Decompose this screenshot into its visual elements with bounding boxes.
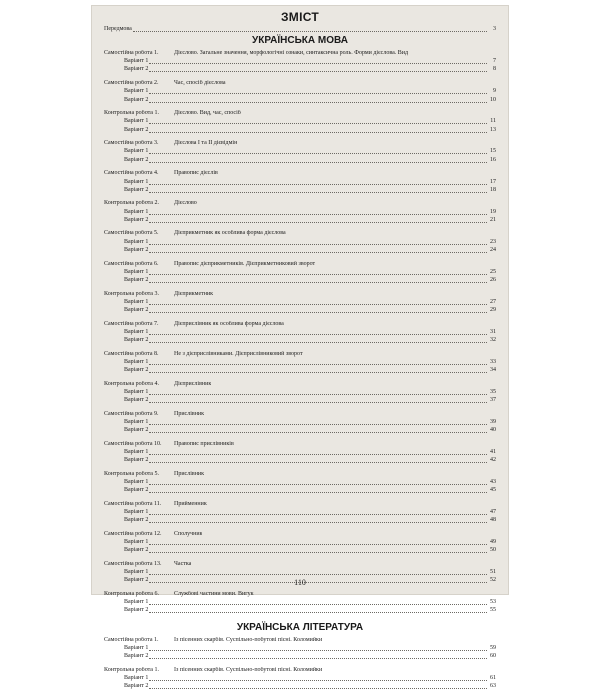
variant-label: Варіант 1 xyxy=(124,118,149,125)
toc-variant-row xyxy=(104,275,496,284)
toc-variant-row xyxy=(104,215,496,224)
variant-label: Варіант 2 xyxy=(124,186,149,193)
page-ref: 21 xyxy=(490,216,496,223)
page-ref: 32 xyxy=(490,336,496,343)
toc-intro-row xyxy=(104,24,496,33)
dot-leader xyxy=(149,252,487,253)
work-topic: Із пісенних скарбів. Суспільно-побутові пісні. Коломийки xyxy=(174,637,323,644)
dot-leader xyxy=(149,522,487,523)
variant-label: Варіант 1 xyxy=(124,208,149,215)
variant-label: Варіант 1 xyxy=(124,539,149,546)
page-ref: 49 xyxy=(490,539,496,546)
page-ref: 55 xyxy=(490,607,496,614)
work-type: Контрольна робота 1. xyxy=(104,110,159,117)
dot-leader xyxy=(149,162,487,163)
page-ref: 35 xyxy=(490,388,496,395)
variant-label: Варіант 1 xyxy=(124,569,149,576)
work-type: Самостійна робота 12. xyxy=(104,530,162,537)
variant-label: Варіант 1 xyxy=(124,268,149,275)
toc-variant-row xyxy=(104,245,496,254)
dot-leader xyxy=(149,342,487,343)
section-title: УКРАЇНСЬКА МОВА xyxy=(252,35,348,47)
work-type: Самостійна робота 1. xyxy=(104,637,159,644)
toc-variant-row xyxy=(104,305,496,314)
work-type: Контрольна робота 3. xyxy=(104,290,159,297)
work-topic: Прислівник xyxy=(174,470,205,477)
work-topic: Правопис дієприкметників. Дієприкметниковий зворот xyxy=(174,260,316,267)
page-ref: 48 xyxy=(490,517,496,524)
page-ref: 10 xyxy=(490,96,496,103)
work-type: Контрольна робота 4. xyxy=(104,380,159,387)
page-ref: 18 xyxy=(490,186,496,193)
section-title: УКРАЇНСЬКА ЛІТЕРАТУРА xyxy=(236,622,364,634)
work-type: Самостійна робота 4. xyxy=(104,170,159,177)
work-type: Контрольна робота 1. xyxy=(104,667,159,674)
page-ref: 60 xyxy=(490,653,496,660)
toc-variant-row xyxy=(104,545,496,554)
variant-label: Варіант 1 xyxy=(124,358,149,365)
variant-label: Варіант 1 xyxy=(124,645,149,652)
work-topic: Прийменник xyxy=(174,500,207,507)
work-type: Контрольна робота 5. xyxy=(104,470,159,477)
toc-variant-row xyxy=(104,64,496,73)
page-number: 110 xyxy=(294,578,306,587)
page-ref: 16 xyxy=(490,156,496,163)
work-type: Самостійна робота 1. xyxy=(104,50,159,57)
toc-variant-row xyxy=(104,455,496,464)
variant-label: Варіант 1 xyxy=(124,328,149,335)
work-topic: Дієприкметник xyxy=(174,290,214,297)
page-ref: 34 xyxy=(490,366,496,373)
variant-label: Варіант 2 xyxy=(124,427,149,434)
work-topic: Дієслово xyxy=(174,200,197,207)
variant-label: Варіант 1 xyxy=(124,148,149,155)
variant-label: Варіант 2 xyxy=(124,487,149,494)
variant-label: Варіант 2 xyxy=(124,397,149,403)
page-ref: 47 xyxy=(490,509,496,516)
work-topic: Прислівник xyxy=(174,410,205,417)
page-ref: 51 xyxy=(490,569,496,576)
page-ref: 17 xyxy=(490,178,496,185)
variant-label: Варіант 2 xyxy=(124,683,149,690)
variant-label: Варіант 1 xyxy=(124,178,149,185)
variant-label: Варіант 1 xyxy=(124,418,149,425)
page-ref: 24 xyxy=(490,246,496,253)
variant-label: Варіант 2 xyxy=(124,126,149,133)
work-type: Самостійна робота 9. xyxy=(104,410,159,417)
work-type: Самостійна робота 8. xyxy=(104,350,159,357)
work-type: Самостійна робота 5. xyxy=(104,230,159,237)
work-topic: Частка xyxy=(174,561,192,567)
variant-label: Варіант 1 xyxy=(124,58,149,65)
variant-label: Варіант 2 xyxy=(124,607,149,614)
work-type: Самостійна робота 7. xyxy=(104,320,159,327)
dot-leader xyxy=(149,612,487,613)
work-type: Самостійна робота 10. xyxy=(104,440,162,447)
page-ref: 25 xyxy=(490,268,496,275)
variant-label: Варіант 2 xyxy=(124,517,149,524)
work-topic: Правопис прислівників xyxy=(174,440,234,447)
toc-variant-row xyxy=(104,605,496,614)
work-topic: Дієприслівник xyxy=(174,380,212,387)
work-topic: Правопис дієслів xyxy=(174,170,218,177)
variant-label: Варіант 2 xyxy=(124,246,149,253)
toc-variant-row xyxy=(104,95,496,104)
page-ref: 11 xyxy=(490,118,496,125)
variant-label: Варіант 1 xyxy=(124,88,149,95)
work-topic: Сполучник xyxy=(174,530,203,537)
variant-label: Варіант 2 xyxy=(124,547,149,554)
work-topic: Службові частини мови. Вигук xyxy=(174,591,254,598)
page-ref: 7 xyxy=(493,58,496,65)
variant-label: Варіант 2 xyxy=(124,336,149,343)
work-type: Контрольна робота 6. xyxy=(104,591,159,598)
dot-leader xyxy=(149,222,487,223)
work-topic: Час, спосіб дієслова xyxy=(174,80,226,87)
page-ref: 53 xyxy=(490,599,496,606)
page-ref: 8 xyxy=(493,66,496,73)
dot-leader xyxy=(149,432,487,433)
work-type: Самостійна робота 11. xyxy=(104,500,162,507)
page-ref: 41 xyxy=(490,448,496,455)
page-ref: 59 xyxy=(490,645,496,652)
page-ref: 33 xyxy=(490,358,496,365)
work-topic: Дієслово. Вид, час, спосіб xyxy=(174,110,241,117)
toc-variant-row xyxy=(104,125,496,134)
dot-leader xyxy=(149,402,487,403)
page-ref: 26 xyxy=(490,276,496,283)
toc-variant-row xyxy=(104,185,496,194)
page-ref: 45 xyxy=(490,487,496,494)
dot-leader xyxy=(149,312,487,313)
toc-variant-row xyxy=(104,425,496,434)
page-ref: 23 xyxy=(490,238,496,245)
variant-label: Варіант 1 xyxy=(124,479,149,485)
dot-leader xyxy=(149,132,487,133)
work-type: Самостійна робота 6. xyxy=(104,260,159,267)
dot-leader xyxy=(149,192,487,193)
variant-label: Варіант 2 xyxy=(124,457,149,464)
toc-variant-row xyxy=(104,515,496,524)
book-page xyxy=(92,6,508,690)
work-topic: Не з дієприслівниками. Дієприслівниковий зворот xyxy=(174,350,303,357)
toc-variant-row xyxy=(104,681,496,690)
work-topic: Дієприкметник як особлива форма дієслова xyxy=(174,230,286,237)
page-ref: 3 xyxy=(493,26,496,32)
variant-label: Варіант 2 xyxy=(124,306,149,313)
page-ref: 50 xyxy=(490,547,496,554)
dot-leader xyxy=(149,71,487,72)
dot-leader xyxy=(149,462,487,463)
variant-label: Варіант 2 xyxy=(124,366,149,373)
toc-variant-row xyxy=(104,395,496,404)
work-type: Самостійна робота 13. xyxy=(104,561,162,567)
dot-leader xyxy=(149,372,487,373)
dot-leader xyxy=(149,282,487,283)
toc-variant-row xyxy=(104,485,496,494)
page-ref: 39 xyxy=(490,418,496,425)
page-ref: 31 xyxy=(490,328,496,335)
variant-label: Варіант 2 xyxy=(124,66,149,73)
toc-entry-label: Передмова xyxy=(104,26,132,32)
page-ref: 42 xyxy=(490,457,496,464)
page-ref: 61 xyxy=(490,675,496,682)
variant-label: Варіант 1 xyxy=(124,388,149,395)
variant-label: Варіант 1 xyxy=(124,298,149,305)
page-ref: 29 xyxy=(490,306,496,313)
variant-label: Варіант 1 xyxy=(124,509,149,516)
toc-variant-row xyxy=(104,365,496,374)
page-ref: 37 xyxy=(490,397,496,403)
work-type: Самостійна робота 2. xyxy=(104,80,159,87)
page-ref: 19 xyxy=(490,208,496,215)
work-topic: Із пісенних скарбів. Суспільно-побутові пісні. Коломийки xyxy=(174,667,323,674)
variant-label: Варіант 1 xyxy=(124,599,149,606)
dot-leader xyxy=(149,658,487,659)
toc-variant-row xyxy=(104,335,496,344)
page-title: ЗМІСТ xyxy=(280,10,320,24)
variant-label: Варіант 1 xyxy=(124,675,149,682)
page-ref: 43 xyxy=(490,479,496,485)
toc-variant-row xyxy=(104,651,496,660)
work-type: Самостійна робота 3. xyxy=(104,140,159,147)
page-ref: 13 xyxy=(490,126,496,133)
work-topic: Дієслова I та II дієвідмін xyxy=(174,140,238,147)
page-ref: 63 xyxy=(490,683,496,690)
page-ref: 15 xyxy=(490,148,496,155)
dot-leader xyxy=(149,492,487,493)
work-topic: Дієслово. Загальне значення, морфологічні ознаки, синтаксична роль. Форми дієслова. Вид xyxy=(174,50,409,57)
variant-label: Варіант 2 xyxy=(124,276,149,283)
variant-label: Варіант 2 xyxy=(124,653,149,660)
page-ref: 9 xyxy=(493,88,496,95)
work-type: Контрольна робота 2. xyxy=(104,200,159,207)
variant-label: Варіант 2 xyxy=(124,96,149,103)
toc-variant-row xyxy=(104,155,496,164)
dot-leader xyxy=(149,688,487,689)
variant-label: Варіант 1 xyxy=(124,448,149,455)
dot-leader xyxy=(149,102,487,103)
variant-label: Варіант 2 xyxy=(124,216,149,223)
dot-leader xyxy=(133,31,487,32)
page-ref: 52 xyxy=(490,577,496,584)
variant-label: Варіант 1 xyxy=(124,238,149,245)
work-topic: Дієприслівник як особлива форма дієслова xyxy=(174,320,284,327)
variant-label: Варіант 2 xyxy=(124,156,149,163)
page-ref: 40 xyxy=(490,427,496,434)
variant-label: Варіант 2 xyxy=(124,577,149,584)
dot-leader xyxy=(149,552,487,553)
page-ref: 27 xyxy=(490,298,496,305)
